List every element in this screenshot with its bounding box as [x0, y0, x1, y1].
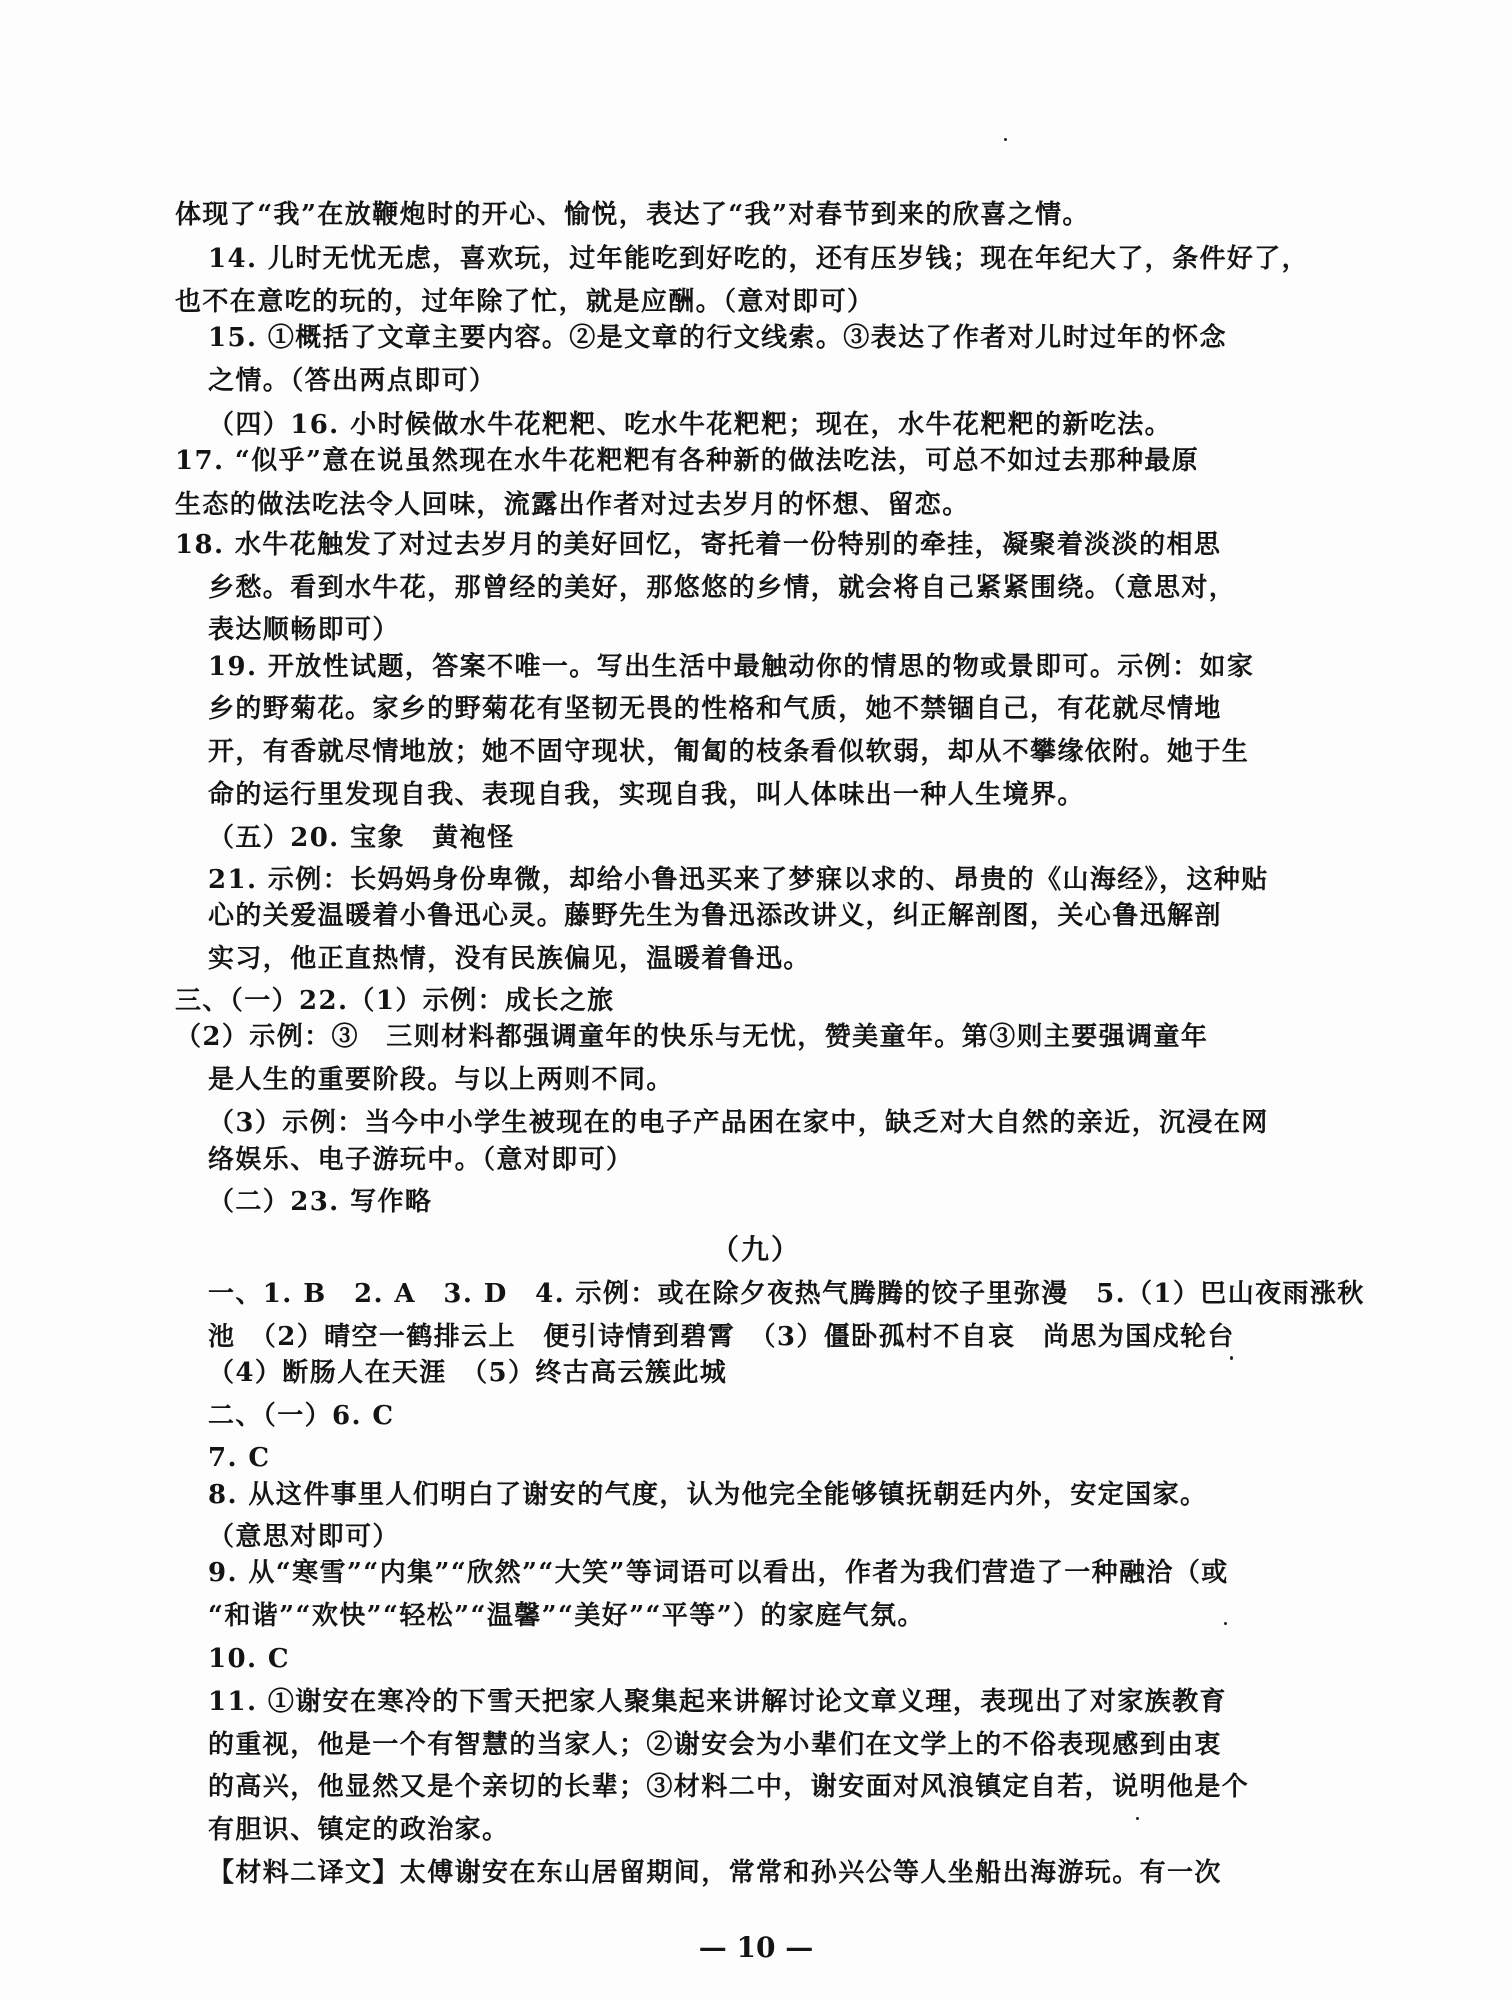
answer-line: 【材料二译文】太傅谢安在东山居留期间，常常和孙兴公等人坐船出海游玩。有一次	[208, 1858, 1222, 1888]
answer-line: 15. ①概括了文章主要内容。②是文章的行文线索。③表达了作者对儿时过年的怀念	[208, 323, 1227, 353]
scan-speck	[1230, 1356, 1233, 1360]
answer-line: 表达顺畅即可）	[208, 615, 400, 645]
answer-line: 二、（一）6. C	[208, 1401, 395, 1431]
answer-line: （四）16. 小时候做水牛花粑粑、吃水牛花粑粑；现在，水牛花粑粑的新吃法。	[208, 410, 1173, 440]
answer-line: 21. 示例：长妈妈身份卑微，却给小鲁迅买来了梦寐以求的、昂贵的《山海经》，这种贴	[208, 865, 1269, 895]
answer-line: （3）示例：当今中小学生被现在的电子产品困在家中，缺乏对大自然的亲近，沉浸在网	[208, 1108, 1269, 1138]
answer-line: 一、1. B 2. A 3. D 4. 示例：或在除夕夜热气腾腾的饺子里弥漫 5.（1）巴山夜雨涨秋	[208, 1279, 1365, 1309]
answer-line: 17. “似乎”意在说虽然现在水牛花粑粑有各种新的做法吃法，可总不如过去那种最原	[175, 446, 1200, 476]
answer-line: 19. 开放性试题，答案不唯一。写出生活中最触动你的情思的物或景即可。示例：如家	[208, 652, 1255, 682]
answer-line: 生态的做法吃法令人回味，流露出作者对过去岁月的怀想、留恋。	[175, 490, 970, 520]
answer-line: （五）20. 宝象 黄袍怪	[208, 823, 515, 853]
answer-line: （二）23. 写作略	[208, 1187, 433, 1217]
answer-line: 乡的野菊花。家乡的野菊花有坚韧无畏的性格和气质，她不禁锢自己，有花就尽情地	[208, 694, 1222, 724]
answer-line: 也不在意吃的玩的，过年除了忙，就是应酬。（意对即可）	[175, 287, 875, 317]
scan-speck	[1004, 138, 1007, 141]
answer-line: “和谐”“欢快”“轻松”“温馨”“美好”“平等”）的家庭气氛。	[208, 1601, 925, 1631]
answer-line: 18. 水牛花触发了对过去岁月的美好回忆，寄托着一份特别的牵挂，凝聚着淡淡的相思	[175, 530, 1222, 560]
answer-line: （4）断肠人在天涯 （5）终古高云簇此城	[208, 1358, 728, 1388]
answer-line: 9. 从“寒雪”“内集”“欣然”“大笑”等词语可以看出，作者为我们营造了一种融洽（或	[208, 1558, 1229, 1588]
answer-line: 有胆识、镇定的政治家。	[208, 1815, 510, 1845]
answer-line: 心的关爱温暖着小鲁迅心灵。藤野先生为鲁迅添改讲义，纠正解剖图，关心鲁迅解剖	[208, 901, 1222, 931]
scan-speck	[1224, 1622, 1227, 1625]
answer-line: 乡愁。看到水牛花，那曾经的美好，那悠悠的乡情，就会将自己紧紧围绕。（意思对，	[208, 573, 1237, 603]
answer-line: 是人生的重要阶段。与以上两则不同。	[208, 1065, 674, 1095]
answer-line: 8. 从这件事里人们明白了谢安的气度，认为他完全能够镇抚朝廷内外，安定国家。	[208, 1480, 1208, 1510]
answer-line: 体现了“我”在放鞭炮时的开心、愉悦，表达了“我”对春节到来的欣喜之情。	[175, 200, 1090, 230]
answer-line: 三、（一）22.（1）示例：成长之旅	[175, 986, 615, 1016]
answer-line: 7. C	[208, 1443, 271, 1473]
answer-line: 11. ①谢安在寒冷的下雪天把家人聚集起来讲解讨论文章义理，表现出了对家族教育	[208, 1687, 1227, 1717]
answer-line: （2）示例：③ 三则材料都强调童年的快乐与无忧，赞美童年。第③则主要强调童年	[175, 1022, 1209, 1052]
answer-line: 之情。（答出两点即可）	[208, 366, 497, 396]
scan-speck	[1136, 1817, 1139, 1820]
page-number: — 10 —	[698, 1931, 814, 1964]
answer-line: 开，有香就尽情地放；她不固守现状，匍匐的枝条看似软弱，却从不攀缘依附。她于生	[208, 737, 1250, 767]
answer-line: 池 （2）晴空一鹤排云上 便引诗情到碧霄 （3）僵卧孤村不自哀 尚思为国戍轮台	[208, 1322, 1235, 1352]
section-title: （九）	[710, 1233, 801, 1266]
answer-line: 14. 儿时无忧无虑，喜欢玩，过年能吃到好吃的，还有压岁钱；现在年纪大了，条件好了，	[208, 244, 1310, 274]
answer-line: （意思对即可）	[208, 1522, 400, 1552]
answer-line: 的重视，他是一个有智慧的当家人；②谢安会为小辈们在文学上的不俗表现感到由衷	[208, 1730, 1222, 1760]
answer-line: 络娱乐、电子游玩中。（意对即可）	[208, 1145, 634, 1175]
answer-line: 命的运行里发现自我、表现自我，实现自我，叫人体味出一种人生境界。	[208, 780, 1085, 810]
answer-line: 的高兴，他显然又是个亲切的长辈；③材料二中，谢安面对风浪镇定自若，说明他是个	[208, 1772, 1250, 1802]
answer-line: 10. C	[208, 1644, 290, 1674]
answer-line: 实习，他正直热情，没有民族偏见，温暖着鲁迅。	[208, 944, 811, 974]
